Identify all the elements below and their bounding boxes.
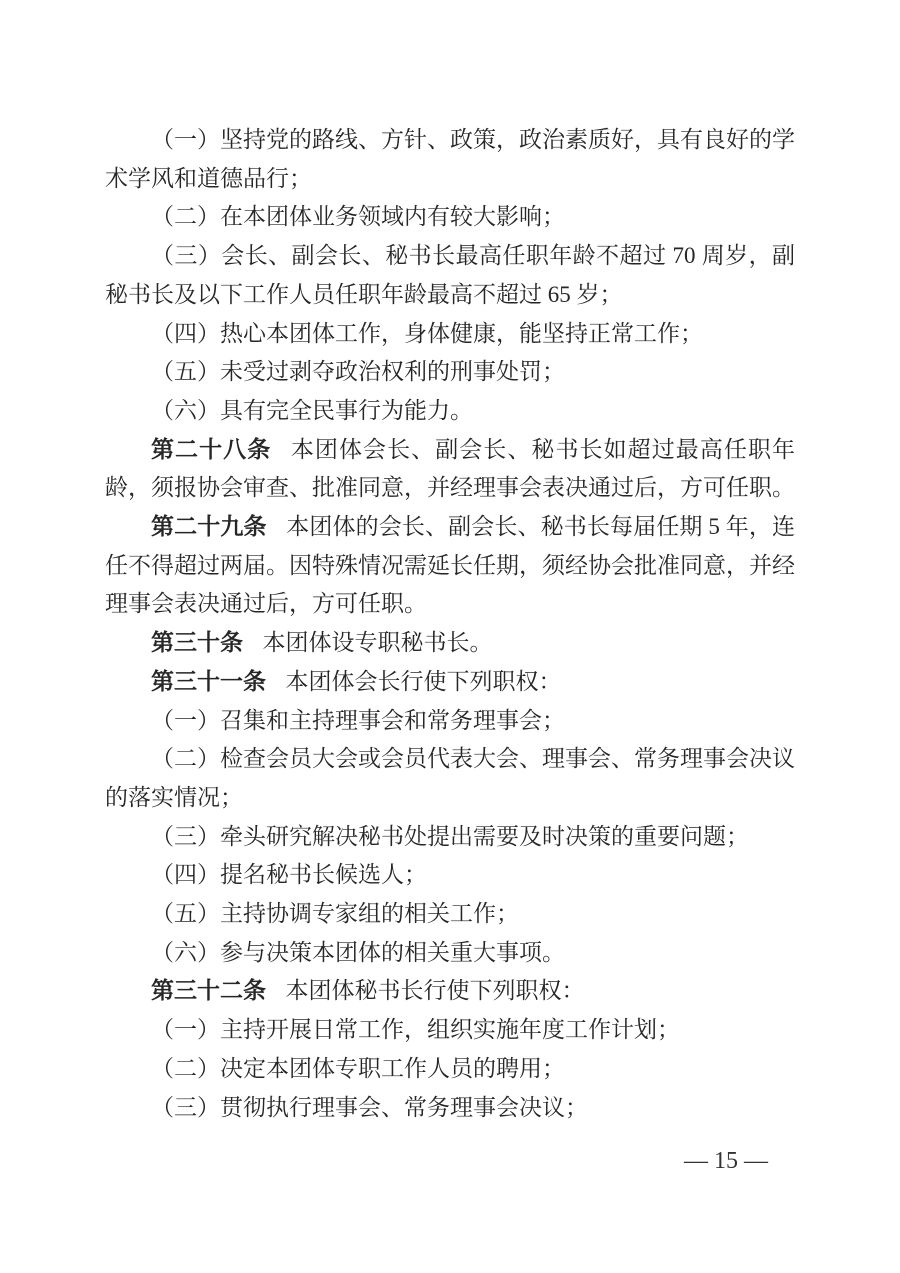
paragraph bbox=[105, 198, 795, 237]
paragraph-text: 本团体秘书长行使下列职权： bbox=[285, 978, 585, 1004]
paragraph bbox=[105, 1050, 795, 1089]
paragraph-text: （六）具有完全民事行为能力。 bbox=[151, 397, 473, 423]
paragraph bbox=[105, 740, 795, 817]
paragraph-text: （一）召集和主持理事会和常务理事会； bbox=[151, 707, 565, 733]
paragraph bbox=[105, 856, 795, 895]
paragraph bbox=[105, 663, 795, 702]
paragraph bbox=[105, 237, 795, 314]
article-number: 第三十二条 bbox=[151, 978, 266, 1004]
document-body bbox=[105, 121, 795, 1127]
article-number: 第二十八条 bbox=[151, 436, 272, 462]
paragraph bbox=[105, 895, 795, 934]
paragraph-text: 本团体会长行使下列职权： bbox=[285, 668, 562, 694]
paragraph bbox=[105, 1011, 795, 1050]
paragraph-text: （五）未受过剥夺政治权利的刑事处罚； bbox=[151, 359, 565, 385]
paragraph bbox=[105, 508, 795, 624]
paragraph bbox=[105, 353, 795, 392]
paragraph-text: （二）检查会员大会或会员代表大会、理事会、常务理事会决议的落实情况； bbox=[105, 746, 795, 810]
paragraph-text: （四）热心本团体工作，身体健康，能坚持正常工作； bbox=[151, 320, 703, 346]
paragraph-text: 本团体的会长、副会长、秘书长每届任期 5 年，连任不得超过两届。因特殊情况需延长任期，须经协会批准同意，并经理事会表决通过后，方可任职。 bbox=[105, 514, 796, 617]
paragraph-text: （三）贯彻执行理事会、常务理事会决议； bbox=[151, 1094, 588, 1120]
paragraph-text: 本团体设专职秘书长。 bbox=[262, 630, 493, 656]
paragraph bbox=[105, 1089, 795, 1128]
paragraph bbox=[105, 431, 795, 508]
paragraph bbox=[105, 934, 795, 973]
paragraph-text: （三）牵头研究解决秘书处提出需要及时决策的重要问题； bbox=[151, 823, 749, 849]
page-number-footer: — 15 — bbox=[684, 1148, 768, 1174]
paragraph bbox=[105, 392, 795, 431]
paragraph bbox=[105, 121, 795, 198]
paragraph-text: （二）决定本团体专职工作人员的聘用； bbox=[151, 1055, 565, 1081]
article-number: 第二十九条 bbox=[151, 514, 267, 540]
paragraph-text: （二）在本团体业务领域内有较大影响； bbox=[151, 204, 565, 230]
paragraph-text: （五）主持协调专家组的相关工作； bbox=[151, 901, 519, 927]
paragraph-text: （三）会长、副会长、秘书长最高任职年龄不超过 70 周岁，副秘书长及以下工作人员任职年龄最高不超过 65 岁； bbox=[105, 243, 795, 307]
paragraph bbox=[105, 315, 795, 354]
paragraph-text: （一）坚持党的路线、方针、政策，政治素质好，具有良好的学术学风和道德品行； bbox=[105, 127, 795, 191]
paragraph bbox=[105, 818, 795, 857]
paragraph-text: 本团体会长、副会长、秘书长如超过最高任职年龄，须报协会审查、批准同意，并经理事会表决通过后，方可任职。 bbox=[105, 436, 796, 501]
paragraph bbox=[105, 624, 795, 663]
paragraph bbox=[105, 702, 795, 741]
paragraph bbox=[105, 972, 795, 1011]
article-number: 第三十条 bbox=[151, 630, 243, 656]
paragraph-text: （六）参与决策本团体的相关重大事项。 bbox=[151, 939, 565, 965]
article-number: 第三十一条 bbox=[151, 668, 266, 694]
paragraph-text: （四）提名秘书长候选人； bbox=[151, 862, 427, 888]
paragraph-text: （一）主持开展日常工作，组织实施年度工作计划； bbox=[151, 1017, 680, 1043]
